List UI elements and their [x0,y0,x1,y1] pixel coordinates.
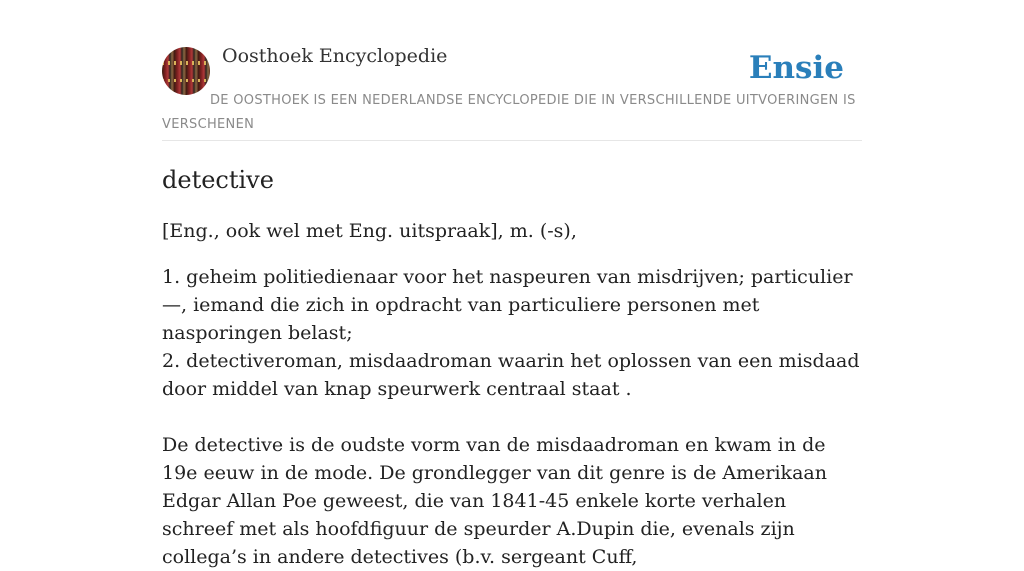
site-header [162,0,862,141]
entry-grammar: [Eng., ook wel met Eng. uitspraak], m. (-s), [162,220,577,242]
entry-definition [162,263,862,571]
definition-sense-2: 2. detectiveroman, misdaadroman waarin het oplossen van een misdaad door middel van knap speurwerk centraal staat . [162,350,860,400]
page [162,0,862,571]
ensie-logo-link[interactable]: Ensie [748,50,844,86]
entry-headword: detective [162,166,274,194]
book-spines-icon[interactable] [162,47,210,95]
paragraph-spacer [162,403,862,431]
site-title-link[interactable]: Oosthoek Encyclopedie [222,45,448,67]
site-tagline: DE OOSTHOEK IS EEN NEDERLANDSE ENCYCLOPEDIE DIE IN VERSCHILLENDE UITVOERINGEN IS VERSCHENEN [162,93,856,132]
definition-sense-1: 1. geheim politiedienaar voor het naspeuren van misdrijven; particulier —, iemand die zich in opdracht van particuliere personen met nasporingen belast; [162,266,853,344]
definition-paragraph: De detective is de oudste vorm van de misdaadroman en kwam in de 19e eeuw in de mode. De grondlegger van dit genre is de Amerikaan Edgar Allan Poe geweest, die van 1841-45 enkele korte verhalen schreef met als hoofdfiguur de speurder A.Dupin die, evenals zijn collega’s in andere detectives (b.v. sergeant Cuff, [162,434,827,568]
